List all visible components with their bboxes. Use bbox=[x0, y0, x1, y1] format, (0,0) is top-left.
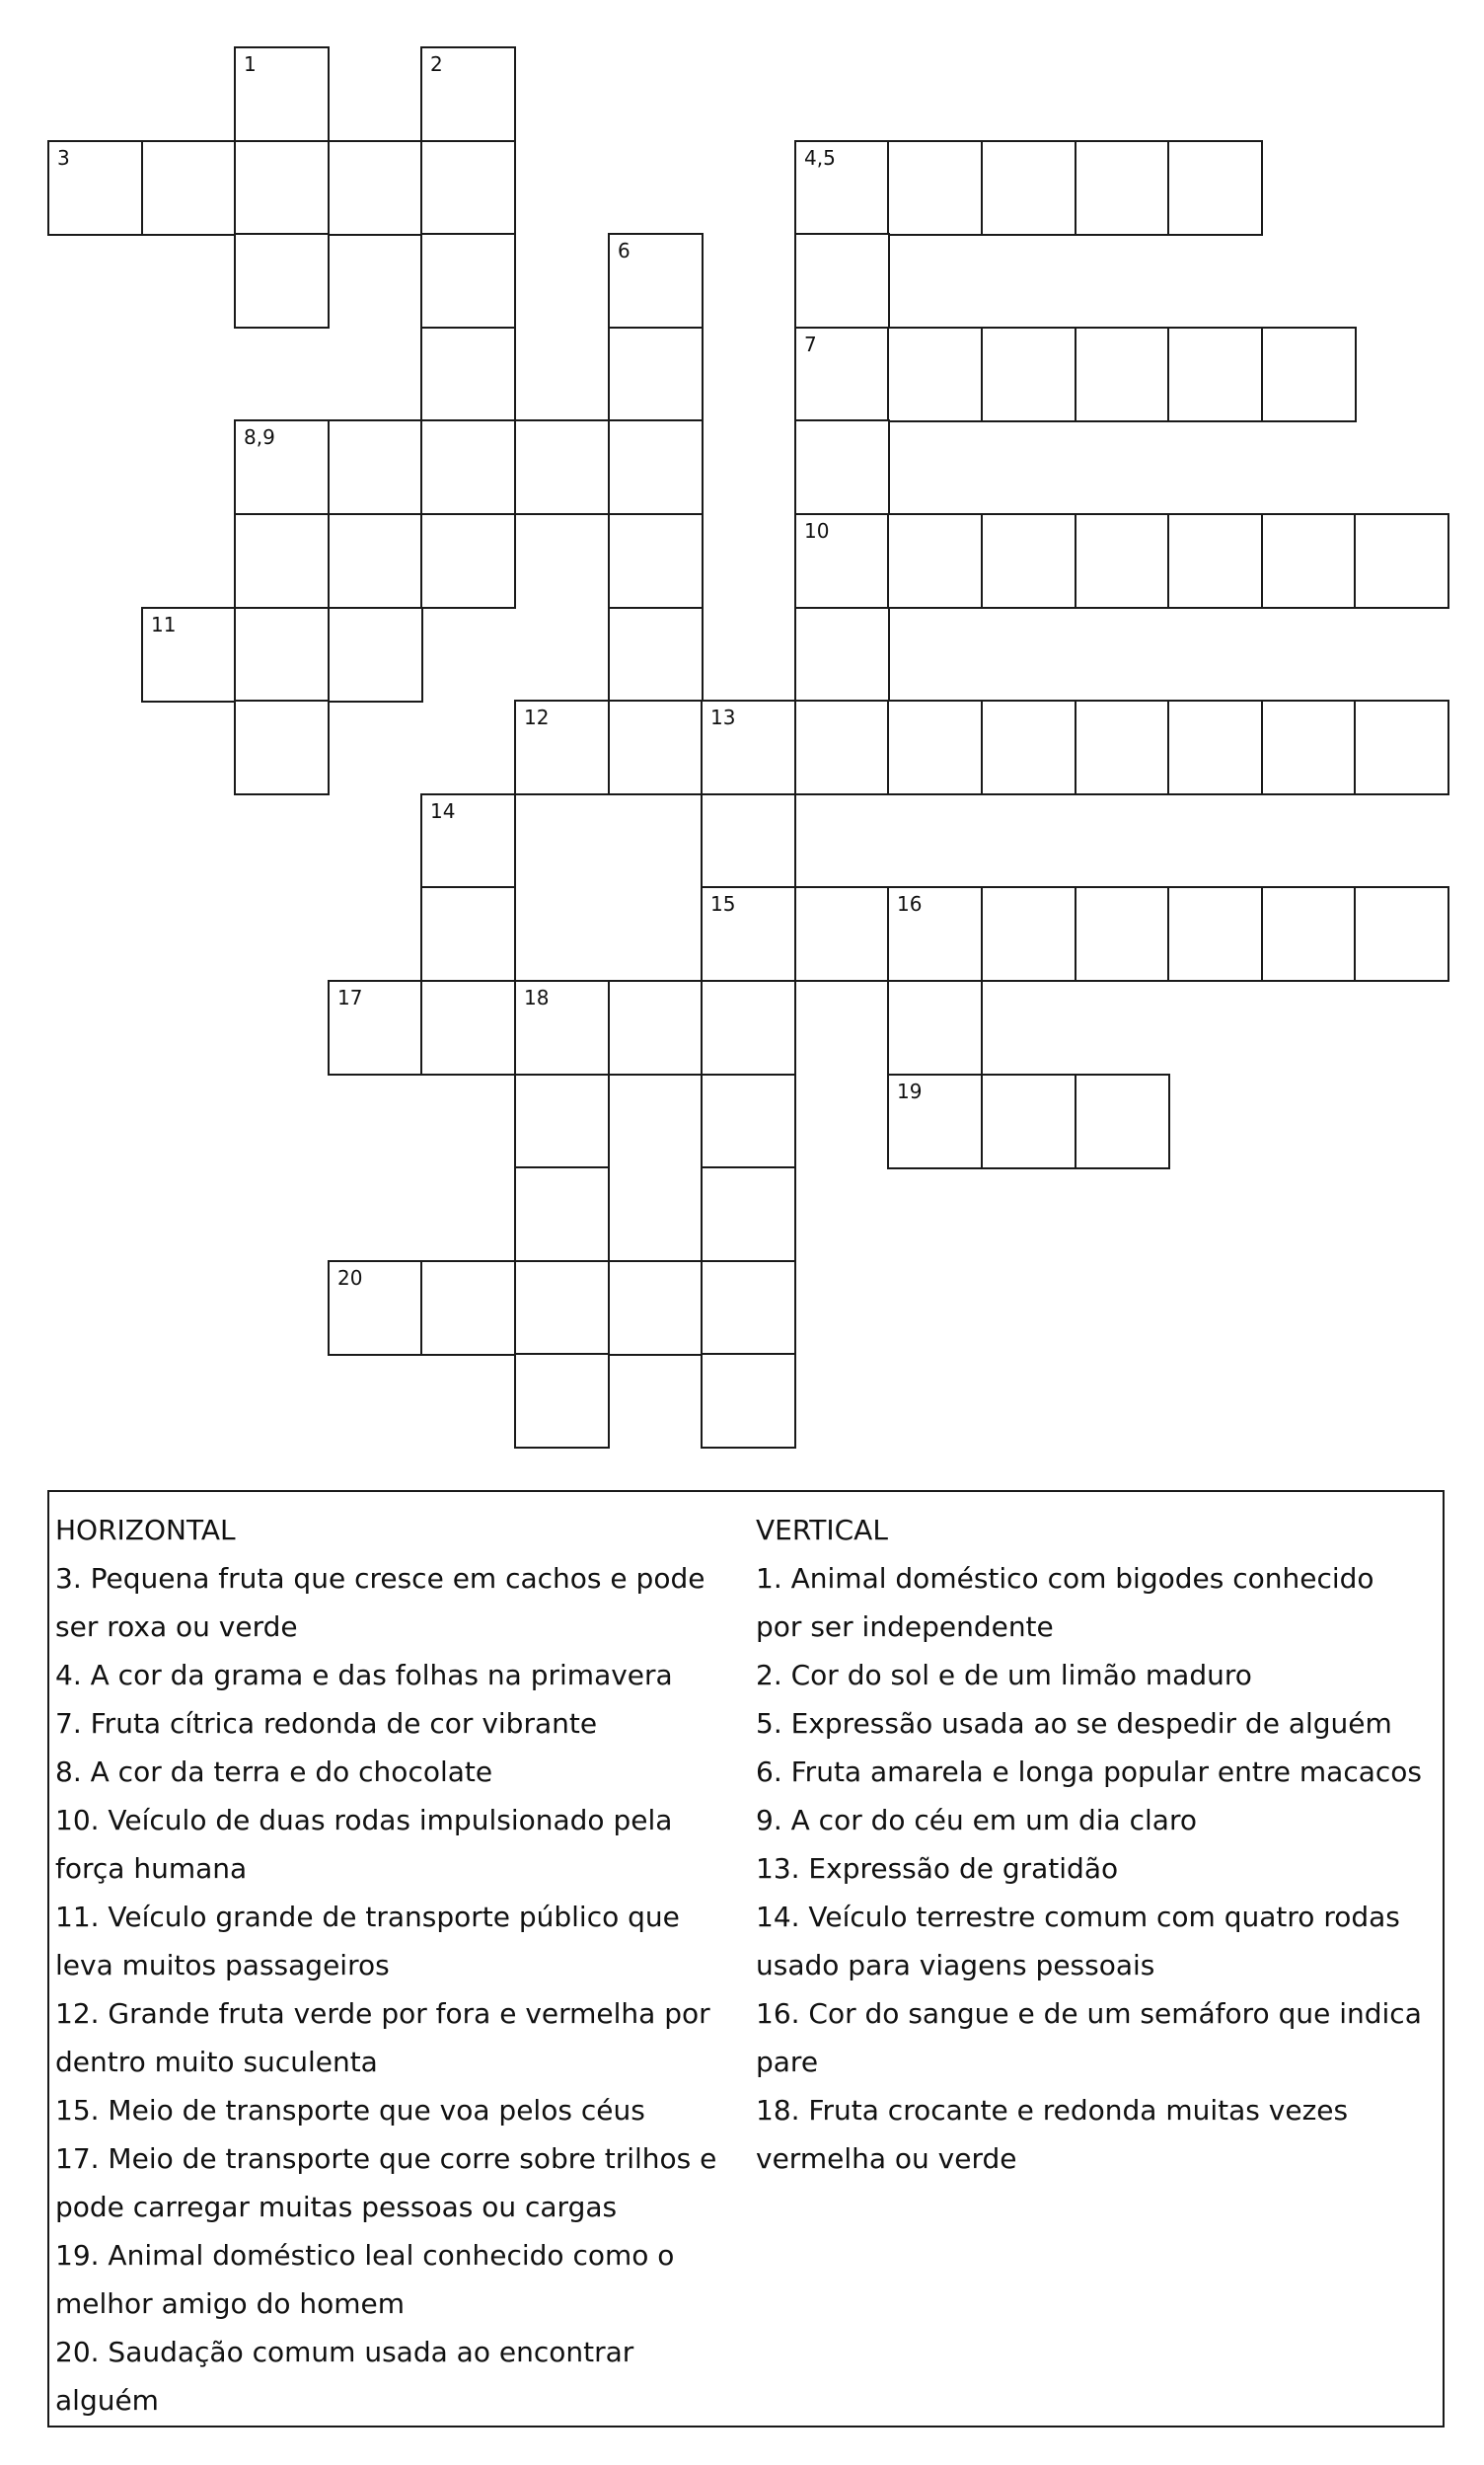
clue-v13: 13. Expressão de gratidão bbox=[756, 1852, 1119, 1885]
grid-cell[interactable] bbox=[1261, 513, 1357, 609]
grid-cell[interactable] bbox=[1167, 513, 1263, 609]
clue-number: 16 bbox=[897, 892, 923, 916]
grid-cell[interactable] bbox=[420, 793, 516, 889]
grid-cell[interactable] bbox=[328, 513, 423, 609]
clue-v16: 16. Cor do sangue e de um semáforo que indica pare bbox=[756, 1997, 1422, 2078]
grid-cell[interactable] bbox=[701, 700, 796, 795]
grid-cell[interactable] bbox=[1167, 700, 1263, 795]
horizontal-heading: HORIZONTAL bbox=[55, 1514, 236, 1546]
grid-cell[interactable] bbox=[328, 607, 423, 703]
grid-cell[interactable] bbox=[420, 419, 516, 515]
grid-cell[interactable] bbox=[141, 607, 237, 703]
grid-cell[interactable] bbox=[141, 140, 237, 236]
grid-cell[interactable] bbox=[328, 419, 423, 515]
grid-cell[interactable] bbox=[1354, 886, 1449, 982]
clue-number: 13 bbox=[710, 706, 736, 729]
clue-v2: 2. Cor do sol e de um limão maduro bbox=[756, 1659, 1252, 1691]
grid-cell[interactable] bbox=[420, 886, 516, 982]
grid-cell[interactable] bbox=[794, 700, 890, 795]
clue-h3: 3. Pequena fruta que cresce em cachos e pode ser roxa ou verde bbox=[55, 1562, 705, 1643]
grid-cell[interactable] bbox=[1167, 140, 1263, 236]
grid-cell[interactable] bbox=[328, 980, 423, 1076]
grid-cell[interactable] bbox=[328, 1260, 423, 1356]
grid-cell[interactable] bbox=[234, 513, 330, 609]
grid-cell[interactable] bbox=[608, 327, 704, 422]
grid-cell[interactable] bbox=[981, 140, 1076, 236]
grid-cell[interactable] bbox=[981, 1074, 1076, 1169]
horizontal-clues bbox=[55, 1506, 746, 2425]
grid-cell[interactable] bbox=[1167, 327, 1263, 422]
grid-cell[interactable] bbox=[420, 233, 516, 329]
grid-cell[interactable] bbox=[887, 700, 983, 795]
clue-number: 1 bbox=[244, 52, 257, 76]
clue-h17: 17. Meio de transporte que corre sobre trilhos e pode carregar muitas pessoas ou cargas bbox=[55, 2142, 717, 2223]
grid-cell[interactable] bbox=[794, 513, 890, 609]
grid-cell[interactable] bbox=[794, 419, 890, 515]
grid-cell[interactable] bbox=[234, 419, 330, 515]
grid-cell[interactable] bbox=[234, 233, 330, 329]
grid-cell[interactable] bbox=[1261, 886, 1357, 982]
grid-cell[interactable] bbox=[701, 1353, 796, 1449]
grid-cell[interactable] bbox=[701, 886, 796, 982]
clue-h8: 8. A cor da terra e do chocolate bbox=[55, 1755, 493, 1788]
grid-cell[interactable] bbox=[794, 886, 890, 982]
clue-h12: 12. Grande fruta verde por fora e vermelha por dentro muito suculenta bbox=[55, 1997, 710, 2078]
clue-v6: 6. Fruta amarela e longa popular entre macacos bbox=[756, 1755, 1422, 1788]
grid-cell[interactable] bbox=[514, 1353, 610, 1449]
grid-cell[interactable] bbox=[981, 513, 1076, 609]
grid-cell[interactable] bbox=[887, 980, 983, 1076]
grid-cell[interactable] bbox=[1261, 327, 1357, 422]
grid-cell[interactable] bbox=[234, 140, 330, 236]
grid-cell[interactable] bbox=[234, 700, 330, 795]
grid-cell[interactable] bbox=[1167, 886, 1263, 982]
clue-v18: 18. Fruta crocante e redonda muitas vezes vermelha ou verde bbox=[756, 2094, 1349, 2175]
grid-cell[interactable] bbox=[608, 513, 704, 609]
grid-cell[interactable] bbox=[514, 1260, 610, 1356]
grid-cell[interactable] bbox=[1075, 327, 1170, 422]
clue-number: 4,5 bbox=[804, 146, 836, 170]
grid-cell[interactable] bbox=[47, 140, 143, 236]
clue-number: 18 bbox=[524, 986, 550, 1009]
clue-h11: 11. Veículo grande de transporte público que leva muitos passageiros bbox=[55, 1901, 680, 1981]
clue-number: 20 bbox=[337, 1266, 363, 1290]
grid-cell[interactable] bbox=[1075, 140, 1170, 236]
clue-number: 6 bbox=[618, 239, 631, 262]
grid-cell[interactable] bbox=[328, 140, 423, 236]
grid-cell[interactable] bbox=[1354, 700, 1449, 795]
grid-cell[interactable] bbox=[701, 1074, 796, 1169]
clue-number: 15 bbox=[710, 892, 736, 916]
grid-cell[interactable] bbox=[420, 513, 516, 609]
clue-number: 11 bbox=[151, 613, 177, 636]
grid-cell[interactable] bbox=[514, 419, 610, 515]
grid-cell[interactable] bbox=[234, 607, 330, 703]
grid-cell[interactable] bbox=[887, 1074, 983, 1169]
grid-cell[interactable] bbox=[514, 1166, 610, 1262]
clue-number: 8,9 bbox=[244, 425, 275, 449]
clue-v5: 5. Expressão usada ao se despedir de alguém bbox=[756, 1707, 1392, 1740]
grid-cell[interactable] bbox=[420, 980, 516, 1076]
grid-cell[interactable] bbox=[420, 46, 516, 142]
grid-cell[interactable] bbox=[981, 700, 1076, 795]
grid-cell[interactable] bbox=[1261, 700, 1357, 795]
grid-cell[interactable] bbox=[1075, 886, 1170, 982]
clue-h10: 10. Veículo de duas rodas impulsionado pela força humana bbox=[55, 1804, 673, 1885]
grid-cell[interactable] bbox=[701, 980, 796, 1076]
grid-cell[interactable] bbox=[514, 980, 610, 1076]
clue-number: 10 bbox=[804, 519, 830, 543]
clue-number: 14 bbox=[430, 799, 456, 823]
grid-cell[interactable] bbox=[420, 1260, 516, 1356]
grid-cell[interactable] bbox=[794, 327, 890, 422]
grid-cell[interactable] bbox=[608, 607, 704, 703]
grid-cell[interactable] bbox=[514, 1074, 610, 1169]
grid-cell[interactable] bbox=[234, 46, 330, 142]
grid-cell[interactable] bbox=[887, 327, 983, 422]
grid-cell[interactable] bbox=[420, 327, 516, 422]
clue-number: 19 bbox=[897, 1080, 923, 1103]
clue-v1: 1. Animal doméstico com bigodes conhecido por ser independente bbox=[756, 1562, 1374, 1643]
clue-h19: 19. Animal doméstico leal conhecido como o melhor amigo do homem bbox=[55, 2239, 675, 2320]
vertical-clues bbox=[756, 1506, 1427, 2183]
grid-cell[interactable] bbox=[1354, 513, 1449, 609]
grid-cell[interactable] bbox=[887, 886, 983, 982]
clue-v14: 14. Veículo terrestre comum com quatro rodas usado para viagens pessoais bbox=[756, 1901, 1400, 1981]
clue-h20: 20. Saudação comum usada ao encontrar alguém bbox=[55, 2336, 634, 2417]
grid-cell[interactable] bbox=[887, 513, 983, 609]
clue-h7: 7. Fruta cítrica redonda de cor vibrante bbox=[55, 1707, 598, 1740]
grid-cell[interactable] bbox=[420, 140, 516, 236]
grid-cell[interactable] bbox=[701, 793, 796, 889]
clues-box bbox=[47, 1490, 1445, 2428]
grid-cell[interactable] bbox=[1075, 700, 1170, 795]
grid-cell[interactable] bbox=[608, 980, 704, 1076]
clue-h15: 15. Meio de transporte que voa pelos céus bbox=[55, 2094, 645, 2127]
clue-v9: 9. A cor do céu em um dia claro bbox=[756, 1804, 1197, 1836]
grid-cell[interactable] bbox=[608, 233, 704, 329]
grid-cell[interactable] bbox=[514, 700, 610, 795]
grid-cell[interactable] bbox=[608, 419, 704, 515]
grid-cell[interactable] bbox=[794, 140, 890, 236]
grid-cell[interactable] bbox=[1075, 1074, 1170, 1169]
grid-cell[interactable] bbox=[981, 327, 1076, 422]
clue-number: 7 bbox=[804, 333, 817, 356]
grid-cell[interactable] bbox=[608, 1260, 704, 1356]
clue-h4: 4. A cor da grama e das folhas na primavera bbox=[55, 1659, 673, 1691]
grid-cell[interactable] bbox=[794, 607, 890, 703]
clue-number: 2 bbox=[430, 52, 443, 76]
clue-number: 3 bbox=[57, 146, 70, 170]
grid-cell[interactable] bbox=[701, 1166, 796, 1262]
vertical-heading: VERTICAL bbox=[756, 1514, 888, 1546]
clue-number: 17 bbox=[337, 986, 363, 1009]
grid-cell[interactable] bbox=[1075, 513, 1170, 609]
grid-cell[interactable] bbox=[981, 886, 1076, 982]
grid-cell[interactable] bbox=[794, 233, 890, 329]
grid-cell[interactable] bbox=[701, 1260, 796, 1356]
clue-number: 12 bbox=[524, 706, 550, 729]
grid-cell[interactable] bbox=[608, 700, 704, 795]
grid-cell[interactable] bbox=[887, 140, 983, 236]
